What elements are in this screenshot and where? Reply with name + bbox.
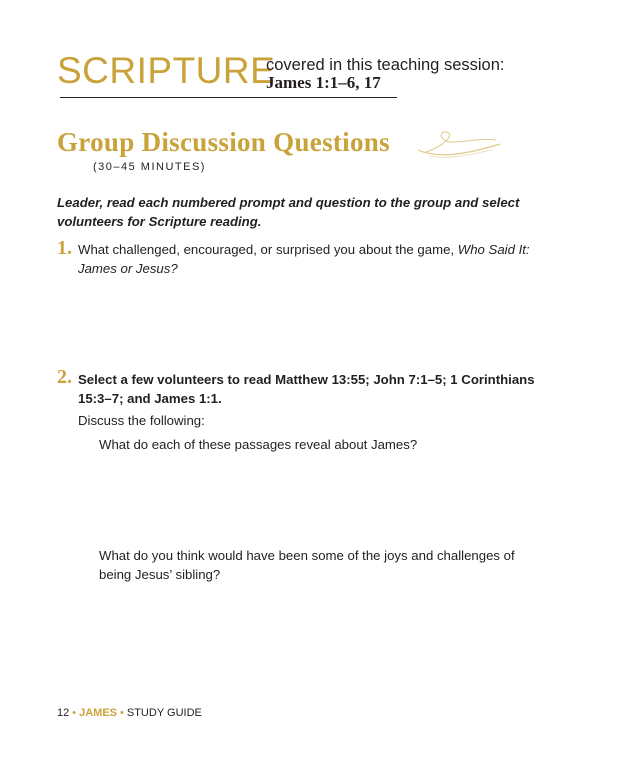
sub-question-2b: What do you think would have been some of the joys and challenges of being Jesus’ sibling? [99,548,515,582]
scripture-heading: SCRIPTURE [57,50,276,91]
footer-label: STUDY GUIDE [126,707,202,719]
scripture-reference: James 1:1–6, 17 [266,73,381,92]
sub-question-2a: What do each of these passages reveal about James? [99,437,418,452]
scripture-subtitle: covered in this teaching session: [266,56,505,74]
page-footer [57,708,202,719]
question-number-1: 1. [57,237,72,259]
question-2-followup: Discuss the following: [78,413,205,428]
page-number: 12 [57,707,70,719]
footer-book: JAMES [79,707,118,719]
question-2: Select a few volunteers to read Matthew 13:55; John 7:1–5; 1 Corinthians 15:3–7; and James 1:1. [78,372,535,406]
footer-bullet: • [120,707,124,719]
question-1 [78,240,558,278]
question-number-2: 2. [57,366,72,388]
section-duration: (30–45 MINUTES) [93,161,206,173]
leader-instructions: Leader, read each numbered prompt and question to the group and select volunteers for Scripture reading. [57,195,520,229]
footer-bullet: • [72,707,77,719]
section-title: Group Discussion Questions [57,127,390,157]
game-title: Who Said It: James or Jesus? [78,242,530,276]
flourish-icon [416,128,502,164]
header-divider [60,97,397,98]
question-1-text: What challenged, encouraged, or surprised you about the game, [78,242,458,257]
